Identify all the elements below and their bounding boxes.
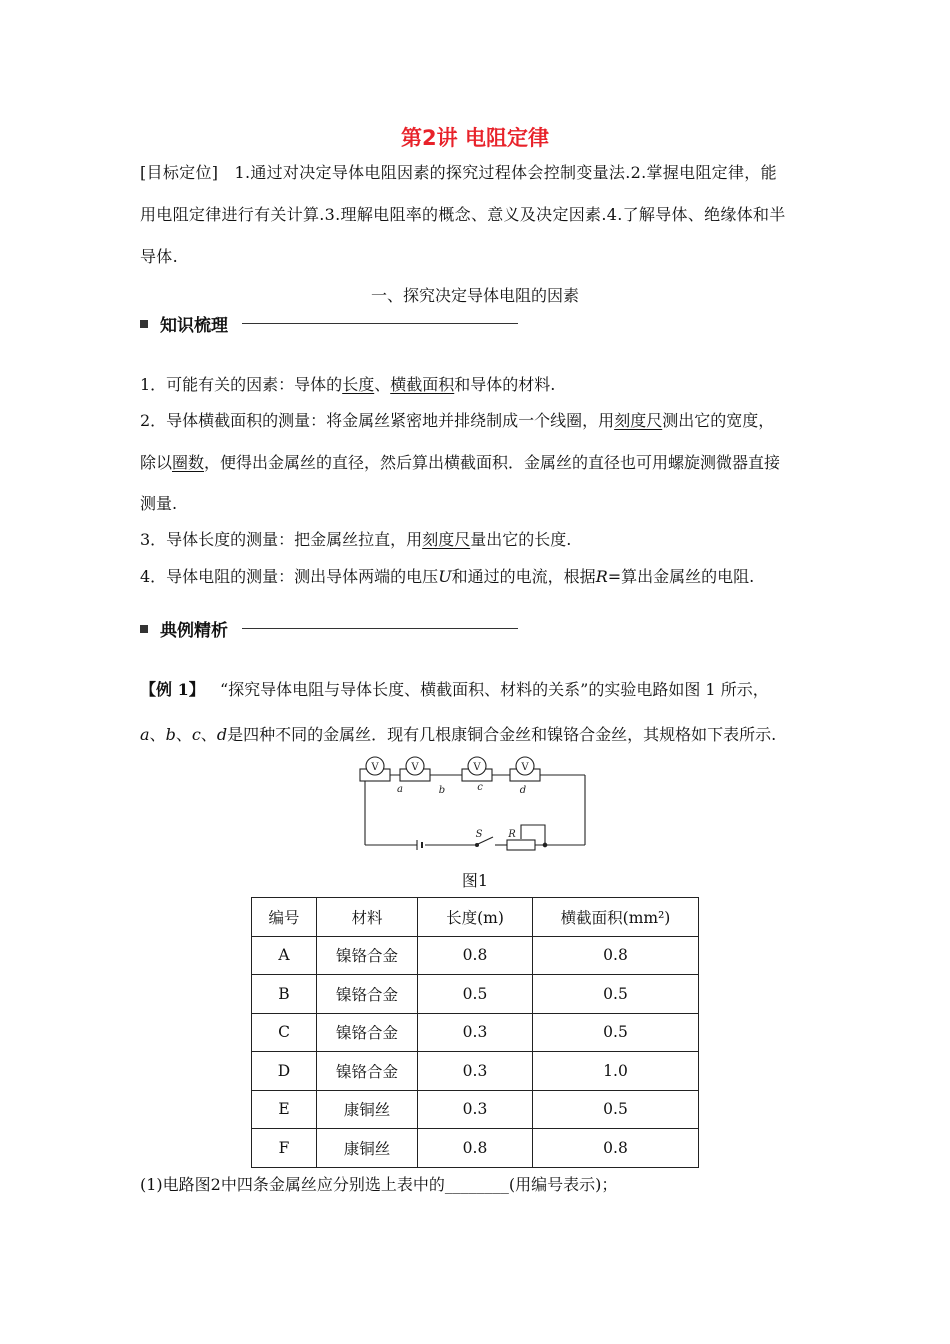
table-cell: C xyxy=(252,1013,317,1052)
text: ，便得出金属丝的直径，然后算出横截面积．金属丝的直径也可用螺旋测微器直接 xyxy=(204,453,781,472)
table-row xyxy=(252,1013,699,1052)
page-title: 第2讲 电阻定律 xyxy=(401,126,549,150)
square-bullet-icon xyxy=(140,625,148,633)
knowledge-item-4 xyxy=(140,564,754,587)
voltmeter-symbol: V xyxy=(411,762,419,773)
heading-rule xyxy=(242,323,518,324)
knowledge-item-2-line3: 测量. xyxy=(140,494,178,513)
section-title: 一、探究决定导体电阻的因素 xyxy=(370,286,579,305)
rheostat-body xyxy=(507,840,535,850)
junction-dot xyxy=(543,843,547,847)
column-header: 材料 xyxy=(317,898,418,937)
variable-a: a xyxy=(140,725,150,744)
column-header: 长度(m) xyxy=(418,898,533,937)
objectives-line1: 1.通过对决定导体电阻因素的探究过程体会控制变量法.2.掌握电阻定律，能 xyxy=(234,163,777,182)
variable-u: U xyxy=(438,567,452,586)
table-row xyxy=(252,936,699,975)
table-cell: 0.5 xyxy=(418,975,533,1014)
voltmeter-symbol: V xyxy=(521,762,529,773)
circuit-diagram xyxy=(355,755,595,855)
table-cell: 0.5 xyxy=(533,1013,699,1052)
question-1: (1)电路图2中四条金属丝应分别选上表中的________(用编号表示)； xyxy=(140,1175,618,1194)
table-cell: 1.0 xyxy=(533,1052,699,1091)
answer-underlined: 圈数 xyxy=(172,453,205,472)
answer-underlined: 横截面积 xyxy=(390,375,455,394)
objectives xyxy=(140,152,820,278)
table-cell: 0.5 xyxy=(533,975,699,1014)
figure-caption: 图1 xyxy=(461,871,489,890)
table-cell: A xyxy=(252,936,317,975)
table-cell: 康铜丝 xyxy=(317,1129,418,1168)
column-header: 横截面积(mm²) xyxy=(533,898,699,937)
knowledge-item-2-line1 xyxy=(140,408,774,431)
spec-table xyxy=(251,897,699,1168)
table-cell: 镍铬合金 xyxy=(317,1052,418,1091)
example-line2 xyxy=(140,722,776,745)
answer-underlined: 刻度尺 xyxy=(614,411,663,430)
heading-knowledge-label: 知识梳理 xyxy=(160,316,228,336)
text: 是四种不同的金属丝．现有几根康铜合金丝和镍铬合金丝，其规格如下表所示. xyxy=(227,725,777,744)
table-row xyxy=(252,1052,699,1091)
variable-r: R xyxy=(595,567,608,586)
heading-knowledge xyxy=(140,311,518,336)
table-row xyxy=(252,975,699,1014)
label-a: a xyxy=(397,784,403,795)
table-cell: 0.8 xyxy=(533,936,699,975)
table-cell: F xyxy=(252,1129,317,1168)
heading-rule xyxy=(242,628,518,629)
text: 4．导体电阻的测量：测出导体两端的电压 xyxy=(140,567,439,586)
variable-b: b xyxy=(165,725,176,744)
text: 和导体的材料. xyxy=(454,375,556,394)
heading-examples-label: 典例精析 xyxy=(160,621,228,641)
table-cell: 0.3 xyxy=(418,1090,533,1129)
text: 2．导体横截面积的测量：将金属丝紧密地并排绕制成一个线圈，用 xyxy=(140,411,615,430)
variable-d: d xyxy=(216,725,228,744)
text: 1．可能有关的因素：导体的 xyxy=(140,375,343,394)
knowledge-item-1 xyxy=(140,372,555,395)
table-cell: B xyxy=(252,975,317,1014)
label-c: c xyxy=(477,782,483,793)
text: =算出金属丝的电阻. xyxy=(607,567,755,586)
table-cell: 康铜丝 xyxy=(317,1090,418,1129)
objectives-line2: 用电阻定律进行有关计算.3.理解电阻率的概念、意义及决定因素.4.了解导体、绝缘体和半 xyxy=(140,205,786,224)
answer-underlined: 长度 xyxy=(342,375,375,394)
text: 、 xyxy=(374,375,391,394)
switch-label: S xyxy=(475,829,483,840)
table-row xyxy=(252,1090,699,1129)
resistor-label: R xyxy=(508,829,516,840)
table-cell: 镍铬合金 xyxy=(317,936,418,975)
text: “探究导体电阻与导体长度、横截面积、材料的关系”的实验电路如图 1 所示， xyxy=(219,680,769,699)
voltmeter-symbol: V xyxy=(473,762,481,773)
example-label: 【例 1】 xyxy=(140,680,205,699)
text: 、 xyxy=(175,725,192,744)
table-cell: 0.3 xyxy=(418,1052,533,1091)
text: 量出它的长度. xyxy=(470,530,572,549)
rheostat-slider xyxy=(521,825,545,845)
table-header-row xyxy=(252,898,699,937)
table-cell: E xyxy=(252,1090,317,1129)
knowledge-item-3 xyxy=(140,527,571,550)
table-cell: 0.8 xyxy=(418,936,533,975)
heading-examples xyxy=(140,616,518,641)
label-b: b xyxy=(438,785,446,796)
column-header: 编号 xyxy=(252,898,317,937)
table-cell: D xyxy=(252,1052,317,1091)
label-d: d xyxy=(519,785,527,796)
text: 和通过的电流，根据 xyxy=(451,567,596,586)
table-cell: 镍铬合金 xyxy=(317,1013,418,1052)
table-cell: 0.3 xyxy=(418,1013,533,1052)
table-cell: 0.5 xyxy=(533,1090,699,1129)
table-cell: 0.8 xyxy=(533,1129,699,1168)
text: 、 xyxy=(149,725,166,744)
table-cell: 镍铬合金 xyxy=(317,975,418,1014)
example-line1 xyxy=(140,677,769,700)
square-bullet-icon xyxy=(140,320,148,328)
text: 除以 xyxy=(140,453,173,472)
table-row xyxy=(252,1129,699,1168)
knowledge-item-2-line2 xyxy=(140,450,780,473)
answer-underlined: 刻度尺 xyxy=(422,530,471,549)
text: 、 xyxy=(200,725,217,744)
text: 3．导体长度的测量：把金属丝拉直，用 xyxy=(140,530,423,549)
text: 测出它的宽度， xyxy=(662,411,775,430)
table-cell: 0.8 xyxy=(418,1129,533,1168)
objectives-label: [目标定位] xyxy=(140,163,219,182)
voltmeter-symbol: V xyxy=(371,762,379,773)
objectives-line3: 导体. xyxy=(140,247,178,266)
variable-c: c xyxy=(191,725,201,744)
